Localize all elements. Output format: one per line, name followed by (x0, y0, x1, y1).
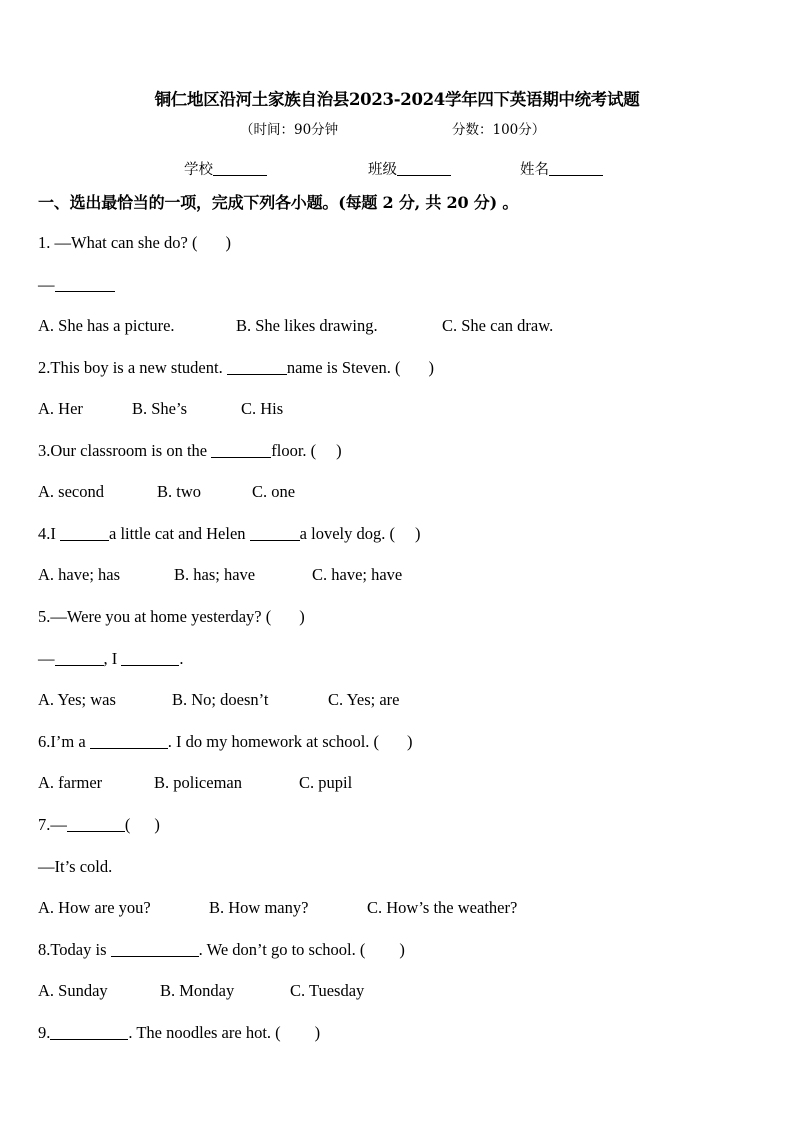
q4-blank-1[interactable] (60, 524, 109, 541)
q1-option-b[interactable]: B. She likes drawing. (236, 316, 378, 335)
school-blank[interactable] (213, 161, 267, 176)
q5-option-b[interactable]: B. No; doesn’t (172, 690, 269, 709)
q2-option-b[interactable]: B. She’s (132, 399, 188, 418)
q5-reply-dash: — (38, 649, 55, 668)
school-field (184, 158, 267, 179)
q6-stem-post: . I do my homework at school. ( (167, 732, 380, 751)
q1-option-a[interactable]: A. She has a picture. (38, 316, 175, 335)
q4-blank-2[interactable] (250, 524, 300, 541)
question-6 (38, 732, 413, 752)
q5-reply-blank-2[interactable] (121, 649, 179, 666)
q4-option-c[interactable]: C. have; have (312, 565, 403, 584)
q2-options (38, 399, 283, 419)
q1-reply (38, 275, 115, 295)
q5-option-a[interactable]: A. Yes; was (38, 690, 116, 709)
question-1 (38, 233, 231, 253)
q4-paren-close: ) (414, 524, 421, 543)
q3-option-c[interactable]: C. one (252, 482, 296, 501)
q4-options (38, 565, 402, 585)
class-field (368, 158, 451, 179)
q4-option-b[interactable]: B. has; have (174, 565, 256, 584)
q5-option-c[interactable]: C. Yes; are (328, 690, 400, 709)
q7-options (38, 898, 517, 918)
q3-blank[interactable] (211, 441, 271, 458)
question-9 (38, 1023, 320, 1043)
q7-paren-close: ) (154, 815, 160, 834)
q8-stem-post: . We don’t go to school. ( (198, 940, 366, 959)
q2-option-a[interactable]: A. Her (38, 399, 83, 418)
q3-paren-close: ) (336, 441, 342, 460)
q4-stem-mid: a little cat and Helen (109, 524, 250, 543)
question-4 (38, 524, 420, 544)
q9-stem-post: . The noodles are hot. ( (128, 1023, 281, 1042)
exam-title: 铜仁地区沿河土家族自治县2023-2024学年四下英语期中统考试题 (154, 90, 640, 109)
q6-options (38, 773, 352, 793)
section-1-heading: 一、选出最恰当的一项，完成下列各小题。(每题 2 分, 共 20 分) 。 (38, 193, 519, 212)
q8-option-c[interactable]: C. Tuesday (290, 981, 365, 1000)
q6-option-b[interactable]: B. policeman (154, 773, 242, 792)
q8-stem-pre: 8.Today is (38, 940, 111, 959)
q8-paren-close: ) (399, 940, 405, 959)
q1-option-c[interactable]: C. She can draw. (442, 316, 554, 335)
name-blank[interactable] (549, 161, 603, 176)
q7-stem-pre: 7.— (38, 815, 67, 834)
q5-reply-mid: , I (103, 649, 122, 668)
q9-blank[interactable] (50, 1023, 128, 1040)
q6-paren-close: ) (407, 732, 413, 751)
q6-option-a[interactable]: A. farmer (38, 773, 103, 792)
q9-paren-close: ) (314, 1023, 321, 1042)
q2-blank[interactable] (227, 358, 287, 375)
name-field (520, 158, 603, 179)
q7-option-b[interactable]: B. How many? (209, 898, 309, 917)
question-5 (38, 607, 305, 627)
q7-reply: —It’s cold. (38, 857, 113, 876)
q5-reply-blank-1[interactable] (55, 649, 104, 666)
q1-reply-dash: — (38, 275, 55, 294)
exam-score: 分数：100分） (452, 122, 546, 138)
q7-option-a[interactable]: A. How are you? (38, 898, 151, 917)
question-8 (38, 940, 405, 960)
q5-reply-end: . (179, 649, 184, 668)
q2-option-c[interactable]: C. His (241, 399, 284, 418)
q6-blank[interactable] (90, 732, 168, 749)
q2-stem-pre: 2.This boy is a new student. (38, 358, 227, 377)
q5-stem: 5.—Were you at home yesterday? ( (38, 607, 272, 626)
q5-paren-close: ) (299, 607, 305, 626)
name-label: 姓名 (520, 162, 549, 178)
q1-reply-blank[interactable] (55, 275, 115, 292)
q7-stem-post: ( (124, 815, 131, 834)
q4-stem-post: a lovely dog. ( (299, 524, 395, 543)
q3-option-b[interactable]: B. two (157, 482, 202, 501)
school-label: 学校 (184, 162, 213, 178)
q8-option-a[interactable]: A. Sunday (38, 981, 108, 1000)
q9-stem-pre: 9. (38, 1023, 51, 1042)
class-label: 班级 (368, 162, 397, 178)
question-3 (38, 441, 342, 461)
q5-options (38, 690, 400, 710)
q4-option-a[interactable]: A. have; has (38, 565, 121, 584)
q4-stem-pre: 4.I (38, 524, 60, 543)
q3-stem-post: floor. ( (271, 441, 317, 460)
q7-blank[interactable] (67, 815, 125, 832)
q1-paren-close: ) (225, 233, 231, 252)
question-2 (38, 358, 434, 378)
q1-options (38, 316, 553, 336)
q6-stem-pre: 6.I’m a (38, 732, 90, 751)
class-blank[interactable] (397, 161, 451, 176)
exam-time: （时间：90分钟 (240, 122, 339, 138)
q1-stem: 1. —What can she do? ( (38, 233, 198, 252)
q6-option-c[interactable]: C. pupil (299, 773, 353, 792)
q7-option-c[interactable]: C. How’s the weather? (367, 898, 518, 917)
q3-options (38, 482, 295, 502)
q8-option-b[interactable]: B. Monday (160, 981, 235, 1000)
q8-options (38, 981, 364, 1001)
q3-stem-pre: 3.Our classroom is on the (38, 441, 212, 460)
question-7 (38, 815, 160, 835)
q2-stem-post: name is Steven. ( (286, 358, 401, 377)
q2-paren-close: ) (428, 358, 434, 377)
q3-option-a[interactable]: A. second (38, 482, 104, 501)
q5-reply (38, 649, 184, 669)
q8-blank[interactable] (111, 940, 199, 957)
